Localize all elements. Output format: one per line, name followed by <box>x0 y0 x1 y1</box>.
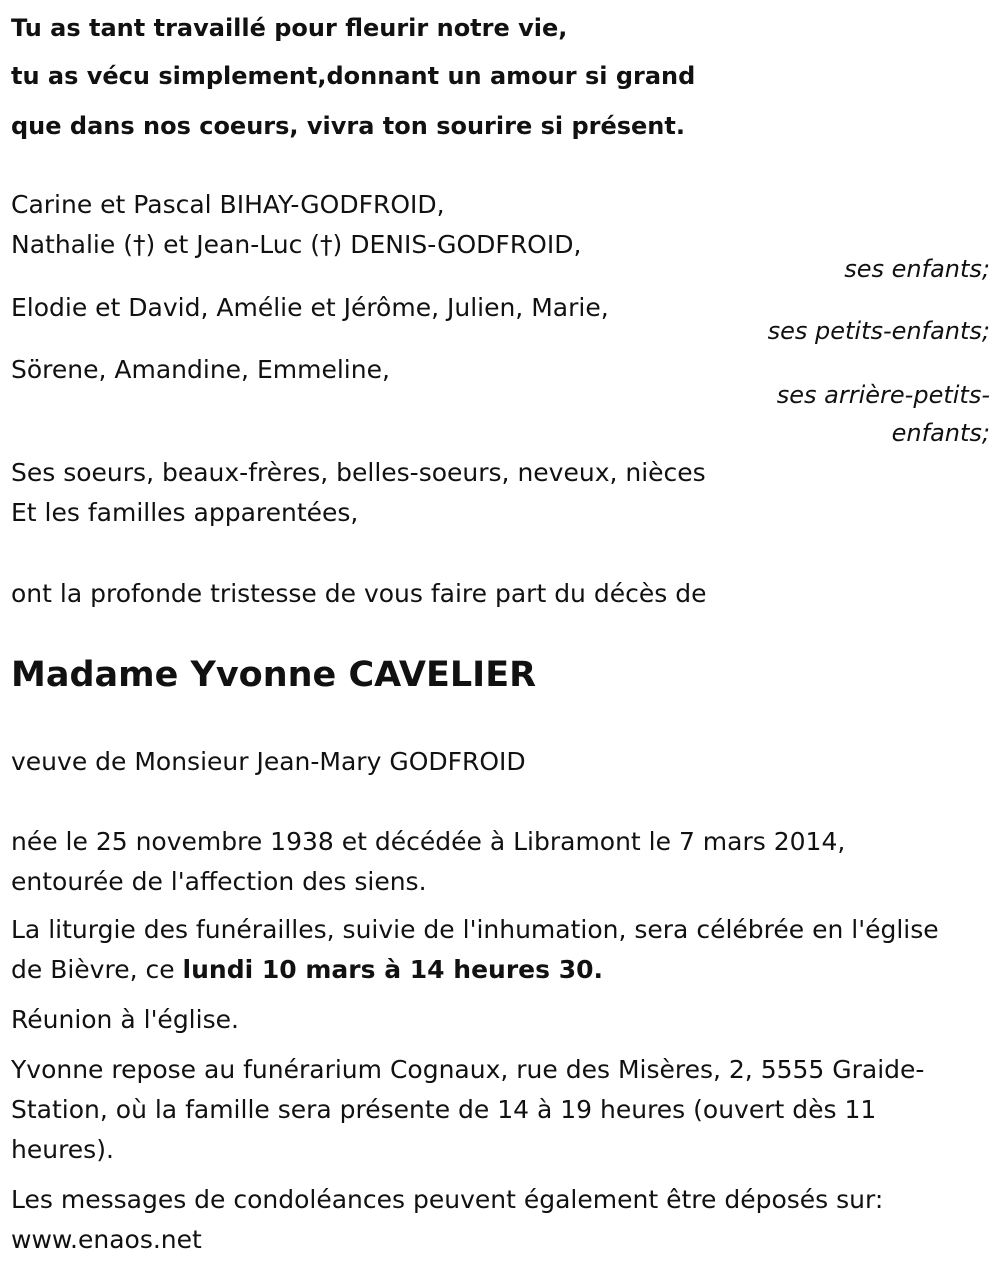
rest-line-1: Yvonne repose au funérarium Cognaux, rue des Misères, 2, 5555 Graide- <box>11 1055 925 1084</box>
poem-line-2: tu as vécu simplement,donnant un amour si grand <box>11 62 696 90</box>
deceased-name: Madame Yvonne CAVELIER <box>11 655 537 695</box>
children-line-2: Nathalie (†) et Jean-Luc (†) DENIS-GODFROID, <box>11 230 582 259</box>
liturgy-date: lundi 10 mars à 14 heures 30. <box>182 955 603 984</box>
great-grandchildren-line: Sörene, Amandine, Emmeline, <box>11 355 390 384</box>
rest-line-2: Station, où la famille sera présente de 14 à 19 heures (ouvert dès 11 <box>11 1095 877 1124</box>
children-line-1: Carine et Pascal BIHAY-GODFROID, <box>11 190 445 219</box>
great-grandchildren-role-2: enfants; <box>891 419 990 447</box>
liturgy-line-1: La liturgie des funérailles, suivie de l'inhumation, sera célébrée en l'église <box>11 915 939 944</box>
great-grandchildren-role-1: ses arrière-petits- <box>776 381 990 409</box>
grandchildren-line: Elodie et David, Amélie et Jérôme, Julien, Marie, <box>11 293 609 322</box>
announcement: ont la profonde tristesse de vous faire part du décès de <box>11 579 707 608</box>
others-line-1: Ses soeurs, beaux-frères, belles-soeurs, neveux, nièces <box>11 458 706 487</box>
children-role: ses enfants; <box>844 255 990 283</box>
condolences-line-1: Les messages de condoléances peuvent également être déposés sur: <box>11 1185 884 1214</box>
poem-line-3: que dans nos coeurs, vivra ton sourire si présent. <box>11 112 685 140</box>
others-line-2: Et les familles apparentées, <box>11 498 359 527</box>
grandchildren-role: ses petits-enfants; <box>767 317 990 345</box>
widow-of: veuve de Monsieur Jean-Mary GODFROID <box>11 747 526 776</box>
birth-death-line-1: née le 25 novembre 1938 et décédée à Libramont le 7 mars 2014, <box>11 827 846 856</box>
reunion: Réunion à l'église. <box>11 1005 239 1034</box>
rest-line-3: heures). <box>11 1135 114 1164</box>
birth-death-line-2: entourée de l'affection des siens. <box>11 867 427 896</box>
liturgy-place: de Bièvre, ce <box>11 955 183 984</box>
condolences-link[interactable]: www.enaos.net <box>11 1225 202 1254</box>
poem-line-1: Tu as tant travaillé pour fleurir notre vie, <box>11 14 568 42</box>
liturgy-line-2 <box>11 950 603 990</box>
